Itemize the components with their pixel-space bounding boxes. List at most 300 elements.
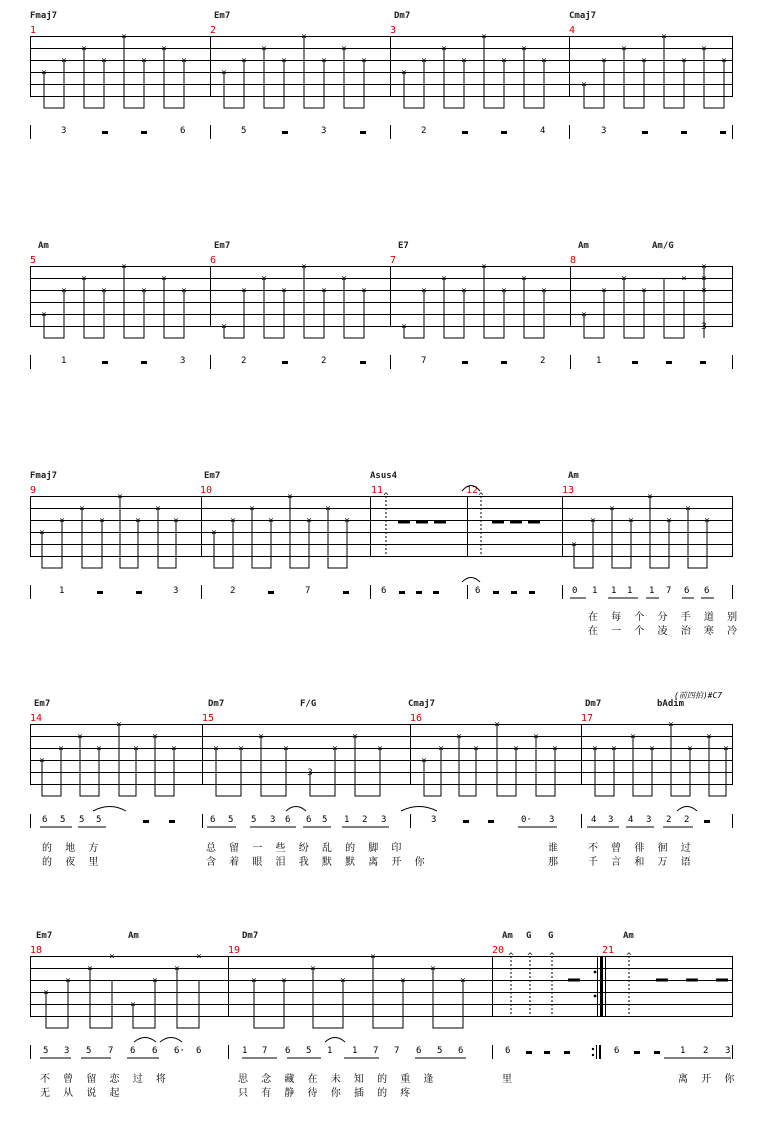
tab-row-5 [0, 920, 773, 1100]
lyric-line: 的 夜 里 [42, 857, 104, 868]
note: 5 [251, 815, 257, 825]
svg-text:×: × [501, 56, 507, 66]
chord-label: Dm7 [242, 931, 259, 941]
svg-text:^: ^ [478, 492, 484, 502]
svg-text:×: × [39, 756, 45, 766]
note: 6 [684, 586, 690, 596]
lyric-line: 千 言 和 万 语 [588, 857, 696, 868]
measure-number: 11 [371, 485, 384, 496]
svg-text:×: × [141, 286, 147, 296]
svg-text:×: × [41, 68, 47, 78]
tab-notation [30, 720, 733, 799]
note: 2 [321, 356, 327, 366]
svg-text:×: × [161, 274, 167, 284]
svg-text:×: × [361, 56, 367, 66]
svg-text:×: × [441, 274, 447, 284]
svg-text:×: × [99, 516, 105, 526]
note: 7 [394, 1046, 400, 1056]
chord-label: Cmaj7 [569, 11, 597, 21]
svg-text:×: × [59, 516, 65, 526]
svg-text:×: × [251, 976, 257, 986]
chord-label: Am/G [652, 241, 674, 251]
note: 5 [86, 1046, 92, 1056]
svg-text:×: × [501, 286, 507, 296]
svg-text:×: × [461, 286, 467, 296]
svg-text:×: × [133, 744, 139, 754]
note: 6 [475, 586, 481, 596]
note: 3 [608, 815, 614, 825]
note: 6 [180, 126, 186, 136]
note: 5 [79, 815, 85, 825]
tab-staff [30, 262, 733, 332]
svg-text:×: × [196, 952, 202, 962]
measure-number: 7 [390, 255, 397, 266]
note: 1 [649, 586, 655, 596]
svg-text:×: × [173, 516, 179, 526]
svg-text:×: × [533, 732, 539, 742]
chord-label: F/G [300, 699, 317, 709]
chord-label: Fmaj7 [30, 11, 58, 21]
chord-label: Dm7 [585, 699, 602, 709]
svg-text:×: × [513, 744, 519, 754]
measure-number: 4 [569, 25, 576, 36]
svg-text:×: × [281, 976, 287, 986]
chord-label: Dm7 [208, 699, 225, 709]
svg-text:×: × [121, 32, 127, 42]
svg-text:3: 3 [307, 768, 313, 778]
svg-text:×: × [301, 32, 307, 42]
note: 4 [540, 126, 546, 136]
note: 3 [270, 815, 276, 825]
svg-text:×: × [621, 44, 627, 54]
chord-label: E7 [398, 241, 409, 251]
svg-text:×: × [281, 286, 287, 296]
svg-text:×: × [687, 744, 693, 754]
note: 6· [174, 1046, 185, 1056]
svg-text:×: × [325, 504, 331, 514]
note: 1 [592, 586, 598, 596]
svg-text:×: × [590, 516, 596, 526]
note: 1 [596, 356, 602, 366]
note: 7 [666, 586, 672, 596]
performance-note: (前四拍)#C7 [674, 691, 723, 700]
svg-text:×: × [521, 44, 527, 54]
svg-text:×: × [592, 744, 598, 754]
svg-text:×: × [152, 732, 158, 742]
note: 7 [421, 356, 427, 366]
numbered-notation [30, 1045, 733, 1061]
note: 4 [628, 815, 634, 825]
tab-row-3 [0, 460, 773, 640]
note: 4 [591, 815, 597, 825]
measure-number: 16 [410, 713, 423, 724]
svg-text:×: × [181, 56, 187, 66]
note: 6 [306, 815, 312, 825]
measure-number: 5 [30, 255, 37, 266]
svg-text:^: ^ [549, 952, 555, 962]
svg-text:×: × [268, 516, 274, 526]
svg-text:×: × [723, 744, 729, 754]
svg-text:×: × [581, 80, 587, 90]
measure-number: 18 [30, 945, 43, 956]
measure-number: 1 [30, 25, 37, 36]
note: 6 [614, 1046, 620, 1056]
note: 2 [362, 815, 368, 825]
note: 3 [64, 1046, 70, 1056]
svg-text:3: 3 [701, 322, 707, 332]
chord-label: Cmaj7 [408, 699, 436, 709]
svg-text:×: × [706, 732, 712, 742]
svg-text:×: × [552, 744, 558, 754]
svg-text:×: × [96, 744, 102, 754]
lyric-line: 在 一 个 凌 治 寒 冷 [588, 626, 743, 637]
svg-text:×: × [421, 286, 427, 296]
svg-text:×: × [701, 262, 707, 272]
note: 3 [646, 815, 652, 825]
svg-text:×: × [377, 744, 383, 754]
note: 2 [666, 815, 672, 825]
tab-staff [30, 492, 733, 558]
svg-text:×: × [41, 310, 47, 320]
svg-text:×: × [441, 44, 447, 54]
svg-text:×: × [181, 286, 187, 296]
svg-text:×: × [301, 262, 307, 272]
svg-text:×: × [621, 274, 627, 284]
measure-number: 15 [202, 713, 215, 724]
svg-text:×: × [601, 56, 607, 66]
svg-text:^: ^ [508, 952, 514, 962]
svg-text:×: × [238, 744, 244, 754]
note: 3 [61, 126, 67, 136]
svg-text:×: × [701, 274, 707, 284]
svg-text:×: × [261, 44, 267, 54]
note: 1 [61, 356, 67, 366]
chord-label: Am [568, 471, 579, 481]
svg-text:×: × [109, 952, 115, 962]
note: 1 [242, 1046, 248, 1056]
note: 6 [42, 815, 48, 825]
svg-text:×: × [213, 744, 219, 754]
svg-text:×: × [121, 262, 127, 272]
note: 6 [416, 1046, 422, 1056]
svg-text:×: × [456, 732, 462, 742]
note: 6 [130, 1046, 136, 1056]
svg-text:×: × [241, 56, 247, 66]
svg-text:×: × [681, 274, 687, 284]
svg-text:×: × [460, 976, 466, 986]
lyric-line: 不 曾 留 恋 过 将 [40, 1074, 171, 1085]
svg-text:×: × [281, 56, 287, 66]
chord-label: Dm7 [394, 11, 411, 21]
note: 3 [381, 815, 387, 825]
svg-text:×: × [630, 732, 636, 742]
svg-text:×: × [438, 744, 444, 754]
svg-text:^: ^ [527, 952, 533, 962]
lyric-line: 总 留 一 些 纷 乱 的 脚 印 [206, 843, 407, 854]
chord-label: bAdim [657, 699, 685, 709]
note: 0 [572, 586, 578, 596]
svg-text:×: × [341, 44, 347, 54]
chord-label: G [526, 931, 532, 941]
svg-text:×: × [174, 964, 180, 974]
lyric-line: 那 [548, 857, 563, 868]
svg-text:×: × [241, 286, 247, 296]
note: 7 [305, 586, 311, 596]
svg-text:×: × [494, 720, 500, 730]
svg-text:×: × [321, 286, 327, 296]
svg-text:×: × [641, 56, 647, 66]
lyric-line: 含 着 眼 泪 我 默 默 离 开 你 [206, 857, 430, 868]
svg-text:×: × [481, 32, 487, 42]
svg-text:×: × [421, 56, 427, 66]
svg-text:×: × [541, 286, 547, 296]
note: 6 [285, 815, 291, 825]
note: 5 [322, 815, 328, 825]
note: 3 [601, 126, 607, 136]
svg-text:×: × [171, 744, 177, 754]
note: 6 [285, 1046, 291, 1056]
lyric-line: 只 有 静 待 你 插 的 疼 [238, 1088, 416, 1099]
lyric-line: 的 地 方 [42, 843, 104, 854]
measure-number: 9 [30, 485, 37, 496]
svg-text:×: × [101, 56, 107, 66]
note: 6 [210, 815, 216, 825]
svg-text:×: × [310, 964, 316, 974]
measure-number: 14 [30, 713, 43, 724]
tab-notation [30, 32, 733, 111]
svg-text:×: × [430, 964, 436, 974]
svg-text:×: × [473, 744, 479, 754]
svg-text:×: × [661, 32, 667, 42]
measure-number: 19 [228, 945, 241, 956]
note: 7 [108, 1046, 114, 1056]
svg-text:×: × [321, 56, 327, 66]
svg-text:×: × [704, 516, 710, 526]
svg-text:×: × [721, 56, 727, 66]
svg-text:×: × [685, 504, 691, 514]
svg-text:×: × [341, 274, 347, 284]
svg-text:^: ^ [626, 952, 632, 962]
tab-notation [30, 952, 733, 1031]
svg-text:×: × [135, 516, 141, 526]
note: 1 [344, 815, 350, 825]
measure-number: 6 [210, 255, 217, 266]
note: 3 [431, 815, 437, 825]
svg-text:×: × [230, 516, 236, 526]
tab-staff [30, 32, 733, 98]
note: 5 [43, 1046, 49, 1056]
note: 2 [684, 815, 690, 825]
numbered-notation [30, 585, 733, 601]
note: 6 [152, 1046, 158, 1056]
tab-staff [30, 720, 733, 786]
svg-text:×: × [332, 744, 338, 754]
chord-label: Em7 [214, 11, 231, 21]
svg-text:×: × [421, 756, 427, 766]
note: 5 [241, 126, 247, 136]
chord-label: Em7 [34, 699, 51, 709]
svg-text:×: × [340, 976, 346, 986]
svg-text:×: × [61, 56, 67, 66]
svg-text:×: × [58, 744, 64, 754]
chord-label: G [548, 931, 554, 941]
svg-text:×: × [361, 286, 367, 296]
svg-text:×: × [65, 976, 71, 986]
note: 6 [381, 586, 387, 596]
note: 5 [437, 1046, 443, 1056]
svg-text:×: × [161, 44, 167, 54]
measure-number: 20 [492, 945, 505, 956]
svg-text:×: × [609, 504, 615, 514]
note: 5 [228, 815, 234, 825]
tab-notation [30, 262, 733, 341]
svg-text:×: × [668, 720, 674, 730]
svg-text:×: × [701, 44, 707, 54]
note: 3 [549, 815, 555, 825]
svg-text:×: × [116, 720, 122, 730]
note: 1 [627, 586, 633, 596]
svg-text:×: × [611, 744, 617, 754]
note: 3 [173, 586, 179, 596]
note: 1 [352, 1046, 358, 1056]
measure-number: 2 [210, 25, 217, 36]
svg-text:×: × [81, 274, 87, 284]
chord-label: Em7 [204, 471, 221, 481]
svg-text:×: × [352, 732, 358, 742]
numbered-notation [30, 125, 733, 141]
svg-text:×: × [77, 732, 83, 742]
svg-text:×: × [681, 56, 687, 66]
lyric-line: 在 每 个 分 手 道 别 [588, 612, 743, 623]
svg-text:×: × [647, 492, 653, 502]
svg-text:^: ^ [383, 492, 389, 502]
measure-number: 8 [570, 255, 577, 266]
lyric-line: 思 念 藏 在 未 知 的 重 逢 [238, 1074, 439, 1085]
svg-text:×: × [344, 516, 350, 526]
chord-label: Asus4 [370, 471, 398, 481]
numbered-notation [30, 814, 733, 830]
svg-text:×: × [649, 744, 655, 754]
lyric-line: 里 [502, 1074, 517, 1085]
tab-row-4 [0, 688, 773, 868]
note: 6 [196, 1046, 202, 1056]
svg-text:×: × [481, 262, 487, 272]
note: 2 [540, 356, 546, 366]
svg-text:×: × [701, 286, 707, 296]
note: 7 [262, 1046, 268, 1056]
note: 1 [611, 586, 617, 596]
svg-text:×: × [628, 516, 634, 526]
numbered-notation [30, 355, 733, 371]
note: 2 [241, 356, 247, 366]
note: 6 [505, 1046, 511, 1056]
svg-text:×: × [221, 68, 227, 78]
note: 6 [458, 1046, 464, 1056]
svg-text:×: × [261, 274, 267, 284]
lyric-line: 离 开 你 [678, 1074, 740, 1085]
svg-text:×: × [401, 68, 407, 78]
lyric-line: 不 曾 徘 徊 过 [588, 843, 696, 854]
svg-text:×: × [39, 528, 45, 538]
svg-text:×: × [581, 310, 587, 320]
measure-number: 17 [581, 713, 594, 724]
note: 1 [327, 1046, 333, 1056]
measure-number: 21 [602, 945, 615, 956]
measure-number: 10 [200, 485, 213, 496]
svg-text:×: × [43, 988, 49, 998]
chord-label: Am [38, 241, 49, 251]
svg-text:×: × [141, 56, 147, 66]
chord-label: Em7 [214, 241, 231, 251]
svg-text:×: × [666, 516, 672, 526]
lyric-line: 谁 [548, 843, 563, 854]
note: 1 [680, 1046, 686, 1056]
tab-row-1 [0, 0, 773, 150]
note: 1 [59, 586, 65, 596]
tab-notation [30, 492, 733, 571]
chord-label: Em7 [36, 931, 53, 941]
measure-number: 3 [390, 25, 397, 36]
note: 3 [725, 1046, 731, 1056]
note: 2 [421, 126, 427, 136]
chord-label: Am [502, 931, 513, 941]
svg-text:×: × [258, 732, 264, 742]
note: 3 [321, 126, 327, 136]
svg-text:×: × [541, 56, 547, 66]
note: 5 [306, 1046, 312, 1056]
svg-text:×: × [87, 964, 93, 974]
svg-text:×: × [211, 528, 217, 538]
svg-text:×: × [521, 274, 527, 284]
svg-text:×: × [81, 44, 87, 54]
note: 2 [230, 586, 236, 596]
note: 2 [703, 1046, 709, 1056]
svg-text:×: × [306, 516, 312, 526]
svg-text:×: × [152, 976, 158, 986]
svg-text:×: × [370, 952, 376, 962]
chord-label: Fmaj7 [30, 471, 58, 481]
chord-label: Am [128, 931, 139, 941]
tab-staff [30, 952, 733, 1018]
measure-number: 13 [562, 485, 575, 496]
svg-text:×: × [61, 286, 67, 296]
chord-label: Am [578, 241, 589, 251]
svg-text:×: × [461, 56, 467, 66]
svg-text:×: × [155, 504, 161, 514]
svg-text:×: × [221, 322, 227, 332]
note: 3 [180, 356, 186, 366]
note: 0· [521, 815, 532, 825]
svg-text:×: × [130, 1000, 136, 1010]
svg-text:×: × [400, 976, 406, 986]
note: 5 [60, 815, 66, 825]
svg-text:×: × [641, 286, 647, 296]
svg-text:×: × [401, 322, 407, 332]
tab-row-2 [0, 230, 773, 380]
svg-text:×: × [287, 492, 293, 502]
chord-label: Am [623, 931, 634, 941]
note: 5 [96, 815, 102, 825]
svg-text:×: × [283, 744, 289, 754]
lyric-line: 无 从 说 起 [40, 1088, 125, 1099]
svg-text:×: × [117, 492, 123, 502]
svg-text:×: × [79, 504, 85, 514]
svg-text:×: × [601, 286, 607, 296]
note: 7 [373, 1046, 379, 1056]
svg-text:×: × [249, 504, 255, 514]
measure-number: 12 [466, 485, 479, 496]
note: 6 [704, 586, 710, 596]
